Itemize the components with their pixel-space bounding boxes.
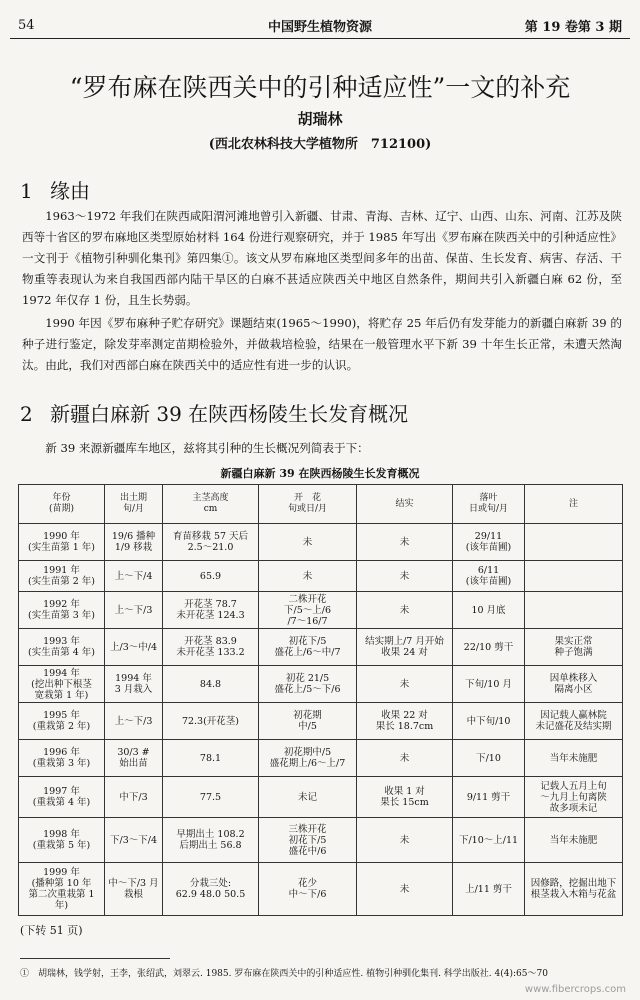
article-author: 胡瑞林 <box>297 110 343 128</box>
col-header-leaf-fall: 落叶 日或旬/月 <box>453 485 525 524</box>
paragraph: 1990 年因《罗布麻种子贮存研究》课题结束(1965～1990)，将贮存 25 年后仍有发芽能力的新疆白麻新 39 的种子进行鉴定，除发芽率测定苗期检验外，并做栽培检验，结果在一般管理水平下新 39 十年生长正常，未遭天然淘汰。由此，我们对西部白麻在陕西关中的适应性有进一步的认识。 <box>22 316 622 372</box>
article-title: “罗布麻在陕西关中的引种适应性”一文的补充 <box>69 73 571 102</box>
cell-flowering: 三株开花 初花下/5 盛花中/6 <box>259 818 357 863</box>
cell-flowering: 未记 <box>259 777 357 818</box>
cell-emergence: 1994 年 3 月栽入 <box>105 666 163 703</box>
growth-table <box>18 484 623 916</box>
cell-fruiting: 未 <box>357 740 453 777</box>
cell-fruiting: 收果 22 对 果长 18.7cm <box>357 703 453 740</box>
footnote-divider <box>20 958 170 959</box>
cell-notes <box>525 561 623 592</box>
cell-notes: 记载人五月上旬 ～九月上旬离陕 故多项未记 <box>525 777 623 818</box>
cell-flowering: 未 <box>259 561 357 592</box>
journal-name: 中国野生植物资源 <box>267 20 372 35</box>
cell-flowering: 初花下/5 盛花上/6～中/7 <box>259 629 357 666</box>
table-row <box>19 740 623 777</box>
table-row <box>19 666 623 703</box>
table-row <box>19 592 623 629</box>
cell-stem-height: 72.3(开花茎) <box>163 703 259 740</box>
paragraph: 新 39 来源新疆库车地区，兹将其引种的生长概况列简表于下： <box>45 441 369 455</box>
cell-notes: 当年未施肥 <box>525 740 623 777</box>
cell-emergence: 下/3～下/4 <box>105 818 163 863</box>
continued-note: (下转 51 页) <box>20 924 83 937</box>
cell-leaf-fall: 22/10 剪干 <box>453 629 525 666</box>
table-caption: 新疆白麻新 39 在陕西杨陵生长发育概况 <box>220 467 420 480</box>
cell-flowering: 初花期 中/5 <box>259 703 357 740</box>
page-number: 54 <box>18 18 35 33</box>
cell-emergence: 30/3 # 始出苗 <box>105 740 163 777</box>
footnote: ① 胡瑞林，钱学射，王李，张绍武，刘翠云. 1985. 罗布麻在陕西关中的引种适应性. 植物引种驯化集刊. 科学出版社. 4(4):65～70 <box>20 969 548 979</box>
watermark: www.fibercrops.com <box>524 984 626 995</box>
cell-stem-height: 育苗移栽 57 天后 2.5～21.0 <box>163 524 259 561</box>
cell-fruiting: 未 <box>357 666 453 703</box>
cell-flowering: 初花 21/5 盛花上/5～下/6 <box>259 666 357 703</box>
cell-fruiting: 结实期上/7 月开始 收果 24 对 <box>357 629 453 666</box>
cell-emergence: 上～下/3 <box>105 703 163 740</box>
cell-stem-height: 分栽三处: 62.9 48.0 50.5 <box>163 863 259 916</box>
col-header-emergence: 出土期 旬/月 <box>105 485 163 524</box>
cell-emergence: 上～下/3 <box>105 592 163 629</box>
cell-stem-height: 77.5 <box>163 777 259 818</box>
section-heading-2 <box>20 398 408 427</box>
issue-label: 第 19 卷第 3 期 <box>524 20 622 35</box>
cell-leaf-fall: 10 月底 <box>453 592 525 629</box>
table-row <box>19 561 623 592</box>
cell-emergence: 上～下/4 <box>105 561 163 592</box>
cell-emergence: 中下/3 <box>105 777 163 818</box>
cell-emergence: 19/6 播种 1/9 移栽 <box>105 524 163 561</box>
cell-flowering: 二株开花 下/5～上/6 /7～16/7 <box>259 592 357 629</box>
cell-stem-height: 开花茎 83.9 未开花茎 133.2 <box>163 629 259 666</box>
col-header-notes: 注 <box>525 485 623 524</box>
cell-stem-height: 65.9 <box>163 561 259 592</box>
cell-year: 1997 年 (重栽第 4 年) <box>19 777 105 818</box>
table-row <box>19 629 623 666</box>
cell-fruiting: 未 <box>357 524 453 561</box>
cell-leaf-fall: 中下旬/10 <box>453 703 525 740</box>
cell-stem-height: 开花茎 78.7 未开花茎 124.3 <box>163 592 259 629</box>
table-row <box>19 703 623 740</box>
cell-notes <box>525 524 623 561</box>
col-header-fruiting: 结实 <box>357 485 453 524</box>
running-head <box>10 12 630 39</box>
section-title: 新疆白麻新 39 在陕西杨陵生长发育概况 <box>50 402 409 426</box>
col-header-stem-height: 主茎高度 cm <box>163 485 259 524</box>
author-affiliation: (西北农林科技大学植物所 712100) <box>208 137 432 152</box>
cell-flowering: 初花期中/5 盛花期上/6～上/7 <box>259 740 357 777</box>
cell-flowering: 未 <box>259 524 357 561</box>
table-row <box>19 524 623 561</box>
cell-stem-height: 84.8 <box>163 666 259 703</box>
cell-leaf-fall: 9/11 剪干 <box>453 777 525 818</box>
cell-notes: 因记载人赢林院 未记盛花及结实期 <box>525 703 623 740</box>
paragraph: 1963～1972 年我们在陕西咸阳渭河滩地曾引入新疆、甘肃、青海、吉林、辽宁、山西、山东、河南、江苏及陕西等十省区的罗布麻地区类型原始材料 164 份进行观察研究，并于 1985 年写出《罗布麻在陕西关中的引种适应性》一文刊于《植物引种驯化集刊》第四集①。该文从罗布麻地区类型间多年的出苗、保苗、生长发育、病害、存活、干物重等表现认为来自我国西部内陆干旱区的白麻不甚适应陕西关中地区自然条件，期间共引入新疆白麻 62 份，至 1972 年仅存 1 份，且生长势弱。 <box>22 209 622 307</box>
col-header-flowering: 开 花 旬或日/月 <box>259 485 357 524</box>
table-row <box>19 777 623 818</box>
cell-year: 1999 年 (播种第 10 年 第二次重栽第 1 年) <box>19 863 105 916</box>
cell-year: 1992 年 (实生苗第 3 年) <box>19 592 105 629</box>
cell-stem-height: 78.1 <box>163 740 259 777</box>
section-number: 2 <box>20 402 33 426</box>
cell-year: 1990 年 (实生苗第 1 年) <box>19 524 105 561</box>
cell-notes: 因单株移入 隔离小区 <box>525 666 623 703</box>
cell-fruiting: 未 <box>357 592 453 629</box>
cell-year: 1998 年 (重栽第 5 年) <box>19 818 105 863</box>
table-row <box>19 863 623 916</box>
section-title: 缘由 <box>50 179 90 203</box>
cell-notes: 果实正常 种子饱满 <box>525 629 623 666</box>
cell-notes: 当年未施肥 <box>525 818 623 863</box>
cell-stem-height: 早期出土 108.2 后期出土 56.8 <box>163 818 259 863</box>
cell-year: 1993 年 (实生苗第 4 年) <box>19 629 105 666</box>
cell-notes: 因修路，挖掘出地下 根茎栽入木箱与花盆 <box>525 863 623 916</box>
cell-fruiting: 收果 1 对 果长 15cm <box>357 777 453 818</box>
cell-fruiting: 未 <box>357 818 453 863</box>
cell-flowering: 花少 中～下/6 <box>259 863 357 916</box>
section-heading-1 <box>20 175 90 204</box>
table-row <box>19 818 623 863</box>
cell-notes <box>525 592 623 629</box>
cell-year: 1991 年 (实生苗第 2 年) <box>19 561 105 592</box>
col-header-year: 年份 (苗期) <box>19 485 105 524</box>
cell-leaf-fall: 上/11 剪干 <box>453 863 525 916</box>
table-header-row <box>19 485 623 524</box>
cell-year: 1994 年 (挖出种下根茎 宽栽第 1 年) <box>19 666 105 703</box>
section-number: 1 <box>20 179 33 203</box>
cell-leaf-fall: 6/11 (该年苗圃) <box>453 561 525 592</box>
cell-leaf-fall: 下/10～上/11 <box>453 818 525 863</box>
cell-emergence: 上/3～中/4 <box>105 629 163 666</box>
cell-fruiting: 未 <box>357 863 453 916</box>
cell-leaf-fall: 下旬/10 月 <box>453 666 525 703</box>
cell-leaf-fall: 下/10 <box>453 740 525 777</box>
cell-leaf-fall: 29/11 (该年苗圃) <box>453 524 525 561</box>
cell-emergence: 中～下/3 月 栽根 <box>105 863 163 916</box>
cell-fruiting: 未 <box>357 561 453 592</box>
cell-year: 1995 年 (重栽第 2 年) <box>19 703 105 740</box>
cell-year: 1996 年 (重栽第 3 年) <box>19 740 105 777</box>
